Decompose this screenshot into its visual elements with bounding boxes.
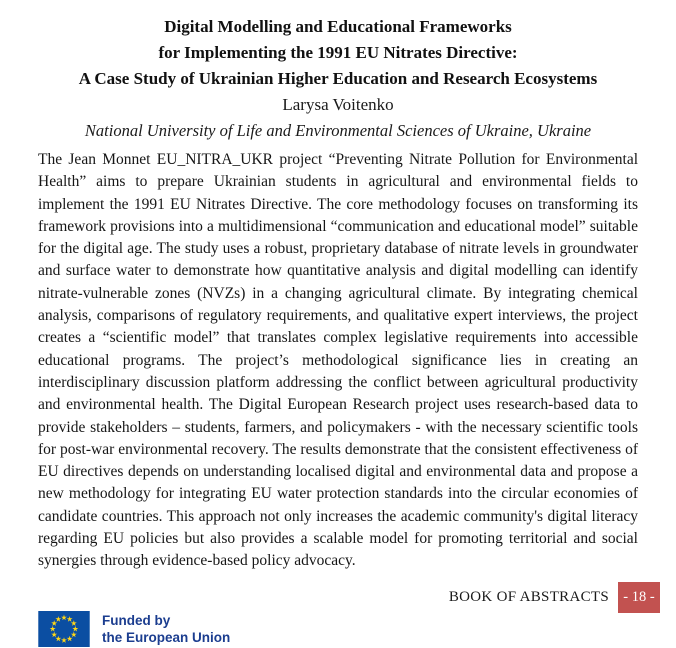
eu-funding-line-2: the European Union — [102, 630, 231, 645]
page-title-line-3: A Case Study of Ukrainian Higher Education and Research Ecosystems — [78, 69, 598, 88]
page-title-line-2: for Implementing the 1991 EU Nitrates Directive: — [158, 43, 518, 62]
eu-funding-text — [102, 612, 230, 646]
eu-funding-logo — [38, 611, 230, 647]
page-title-line-1: Digital Modelling and Educational Frameworks — [164, 17, 512, 36]
author-affiliation: National University of Life and Environmental Sciences of Ukraine, Ukraine — [84, 121, 592, 140]
abstract-header — [0, 0, 676, 144]
page-number-badge: - 18 - — [618, 582, 660, 613]
eu-funding-line-1: Funded by — [102, 613, 171, 628]
eu-flag-icon — [38, 611, 90, 647]
abstract-text: The Jean Monnet EU_NITRA_UKR project “Preventing Nitrate Pollution for Environmental Health” aims to prepare Ukrainian students in agricultural and environmental fields to implement the 1991 EU Nitrates Directive. The core methodology focuses on transforming its framework provisions into a multidimensional “communication and educational model” suitable for the digital age. The study uses a robust, proprietary database of nitrate levels in groundwater and surface water to demonstrate how quantitative analysis and digital modelling can identify nitrate-vulnerable zones (NVZs) in a changing agricultural climate. By integrating chemical analysis, comparisons of regulatory requirements, and qualitative expert interviews, the project creates a “scientific model” that translates complex legislative requirements into accessible educational programs. The project’s methodological significance lies in creating an interdisciplinary discussion platform addressing the conflict between agricultural productivity and environmental health. The Digital European Research project uses research-based data to provide stakeholders – students, farmers, and policymakers - with the necessary scientific tools for post-war environmental recovery. The results demonstrate that the consistent effectiveness of EU directives depends on understanding localised digital and environmental data and propose a new methodology for integrating EU water protection standards into the circular economies of candidate countries. This approach not only increases the academic community's digital literacy regarding EU policies but also provides a scalable model for promoting territorial and social synergies through evidence-based policy advocacy. — [38, 151, 638, 570]
author-name: Larysa Voitenko — [282, 95, 394, 114]
footer-book-label: BOOK OF ABSTRACTS — [448, 589, 609, 605]
page-footer — [449, 582, 660, 613]
